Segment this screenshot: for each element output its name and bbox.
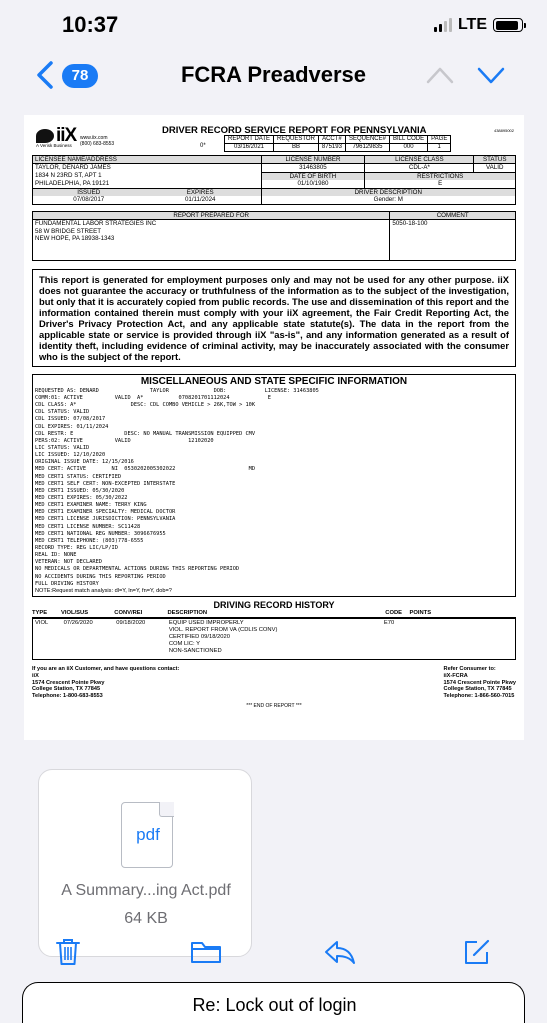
misc-line: LIC STATUS: VALID (35, 445, 90, 451)
misc-line: MED CERT1 SELF CERT: NON-EXCEPTED INTERSTATE (35, 480, 176, 487)
history-desc-line: CERTIFIED 09/18/2020 (168, 634, 230, 641)
header-col-value: 03/16/2021 (225, 144, 274, 152)
contact-section (32, 666, 516, 700)
history-desc-line: EQUIP USED IMPROPERLY (168, 620, 244, 627)
battery-icon (493, 18, 523, 32)
zero-mark: 0* (200, 143, 206, 149)
misc-line: RECORD TYPE: REG LIC/LP/ID (35, 544, 118, 551)
status-time: 10:37 (62, 12, 119, 37)
report-document[interactable] (24, 115, 524, 740)
header-col-value: BB (274, 144, 319, 152)
driving-history-section (32, 600, 516, 661)
misc-line: MED CERT: ACTIVE NI 0530202005302022 MD (35, 466, 256, 473)
page-title: FCRA Preadverse (180, 62, 367, 87)
misc-line: ORIGINAL ISSUE DATE: 12/15/2016 (35, 459, 134, 466)
history-title: DRIVING RECORD HISTORY (213, 599, 335, 610)
misc-line: MED CERT1 STATUS: CERTIFIED (35, 473, 122, 480)
misc-line: VETERAN: NOT DECLARED (35, 559, 102, 566)
contact-line: College Station, TX 77845 (443, 686, 512, 693)
unread-count-badge[interactable]: 78 (62, 64, 98, 88)
contact-line: Telephone: 1-866-560-7015 (443, 693, 515, 700)
contact-line: College Station, TX 77845 (32, 686, 101, 693)
misc-line: NO ACCIDENTS DURING THIS REPORTING PERIOD (35, 573, 166, 580)
prepared-for-table: REPORT PREPARED FOR COMMENT FUNDAMENTAL LABOR STRATEGIES INC 5050-18-100 58 W BRIDGE STREET NEW HOPE, PA 18938-1343 (32, 211, 516, 261)
misc-line: MED CERT1 EXAMINER NAME: TERRY KING (35, 502, 147, 509)
history-description (169, 620, 384, 658)
signal-icon (434, 18, 452, 32)
misc-line: MED CERT1 EXPIRES: 05/30/2022 (35, 494, 128, 501)
misc-line: LIC ISSUED: 12/10/2020 (35, 452, 106, 459)
reply-icon[interactable] (323, 937, 357, 967)
fcra-disclaimer: This report is generated for employment purposes only and may not be used for any other purpose. iiX does not guarantee the accuracy or truthfulness of the information as to the subject of the investigation, but only that it is accurately copied from public records. The use and dissemination of this report and the information contained therein must comply with your iiX agreement, the Fair Credit Reporting Act, the Driver's Privacy Protection Act, and any applicable state statute(s). The data in the report from the applicable state or service is provided through iiX "as-is", and any information generated as a result of identity theft, including evidence of criminal activity, may be inaccurately associated with the consumer who is the subject of the report. (32, 269, 516, 367)
folder-icon[interactable] (189, 937, 223, 967)
contact-line: If you are an iiX Customer, and have questions contact: (32, 666, 180, 673)
header-col-label: REPORT DATE (225, 136, 274, 144)
status-indicators (434, 16, 523, 34)
contact-line: iiX-FCRA (443, 672, 468, 679)
misc-line: PERS:02: ACTIVE VALID 12102020 (35, 437, 214, 444)
misc-line: REAL ID: NONE (35, 552, 77, 559)
logo-subtitle: A Verisk Business (36, 143, 72, 148)
misc-line: CDL EXPIRES: 01/11/2024 (35, 423, 109, 430)
back-chevron-icon[interactable] (34, 60, 56, 90)
pdf-file-icon: pdf (121, 802, 173, 868)
misc-line: COMM:01: ACTIVE VALID A* 0708201701112024 E (35, 395, 271, 402)
history-desc-line: COM LIC: Y (168, 641, 200, 648)
trash-icon[interactable] (53, 937, 83, 967)
misc-line: CDL CLASS: A* DESC: CDL COMBO VEHICLE > 26K,TOW > 10K (35, 402, 256, 409)
history-desc-line: NON-SANCTIONED (168, 648, 222, 655)
contact-line: Refer Consumer to: (443, 666, 496, 673)
iix-logo: iiX (36, 125, 76, 148)
misc-line: MED CERT1 NATIONAL REG NUMBER: 3096676955 (35, 530, 166, 537)
misc-line: NO MEDICALS OR DEPARTMENTAL ACTIONS DURING THIS REPORTING PERIOD (35, 566, 240, 573)
header-col-value: 1 (428, 144, 451, 152)
report-header-table (224, 135, 451, 152)
message-toolbar (0, 922, 547, 982)
contact-line: iiX (32, 672, 39, 679)
misc-line: MED CERT1 ISSUED: 05/30/2020 (35, 487, 125, 494)
misc-line: CDL RESTR: E DESC: NO MANUAL TRANSMISSION EQUIPPED CMV (35, 430, 256, 437)
license-table: LICENSEE NAME/ADDRESS LICENSE NUMBER LICENSE CLASS STATUS TAYLOR, DENARD JAMES 31463805 CDL-A* VALID 1834 N 23RD ST, APT 1 DATE OF BIRTH RESTRICTIONS PHILADELPHIA, PA 19121 01/10/1980 E ISSUED EXPIRES DRIVER DESCRIPTION 07/08/2017 01/11/2024 Gender: M (32, 155, 516, 205)
report-code: 438895002 (493, 128, 514, 133)
end-of-report: *** END OF REPORT *** (246, 702, 302, 709)
match-note: NOTE:Request match analysis: dl=Y, ln=Y, fn=Y, dob=? (35, 587, 172, 594)
misc-line: MED CERT1 LICENSE NUMBER: SC11428 (35, 523, 141, 530)
misc-line: REQUESTED AS: DENARD TAYLOR DOB: LICENSE: 31463805 (35, 387, 319, 394)
history-row: VIOL 07/26/2020 09/18/2020 EQUIP USED IMPROPERLY VIOL. REPORT FROM VA (CDLIS CONV) CERTIFIED 09/18/2020 COM LIC: Y NON-SANCTIONED E70 (32, 618, 516, 660)
network-type: LTE (457, 16, 487, 33)
header-col-label: PAGE (428, 136, 451, 144)
previous-message-icon[interactable] (425, 64, 455, 86)
header-col-value: 875193 (318, 144, 345, 152)
logo-contact: www.iix.com (800) 683-8553 (80, 135, 115, 147)
history-header: TYPE VIOL/SUS CONV/REI DESCRIPTION CODE POINTS (32, 610, 516, 618)
header-col-label: ACCT# (318, 136, 345, 144)
next-message-icon[interactable] (476, 64, 506, 86)
navigation-bar (0, 52, 547, 102)
report-header (32, 123, 516, 153)
draft-sheet[interactable] (22, 982, 525, 1023)
report-title: DRIVER RECORD SERVICE REPORT FOR PENNSYLVANIA (162, 125, 427, 136)
status-bar (0, 0, 547, 48)
header-col-label: REQUESTOR (274, 136, 319, 144)
misc-info-section (32, 374, 516, 597)
attachment-name: A Summary...ing Act.pdf (61, 882, 231, 899)
history-desc-line: VIOL. REPORT FROM VA (CDLIS CONV) (168, 627, 278, 634)
compose-icon[interactable] (461, 937, 491, 967)
contact-line: 1574 Crescent Pointe Pkwy (443, 679, 516, 686)
header-col-value: 796129835 (345, 144, 389, 152)
misc-lines (35, 388, 513, 588)
draft-subject: Re: Lock out of login (192, 995, 357, 1015)
attachment-size: 64 KB (124, 910, 168, 927)
contact-line: Telephone: 1-800-683-8553 (32, 693, 103, 700)
misc-title: MISCELLANEOUS AND STATE SPECIFIC INFORMATION (140, 375, 408, 387)
customer-contact (32, 666, 179, 700)
header-col-label: BILL CODE (389, 136, 427, 144)
misc-line: CDL ISSUED: 07/08/2017 (35, 416, 106, 423)
consumer-contact (444, 666, 516, 700)
misc-line: MED CERT1 EXAMINER SPECIALTY: MEDICAL DOCTOR (35, 509, 176, 516)
misc-line: CDL STATUS: VALID (35, 409, 90, 416)
header-col-value: 000 (389, 144, 427, 152)
misc-line: MED CERT1 TELEPHONE: (803)778-6555 (35, 537, 144, 544)
misc-line: MED CERT1 LICENSE JURISDICTION: PENNSYLVANIA (35, 516, 176, 523)
header-col-label: SEQUENCE# (345, 136, 389, 144)
misc-line: FULL DRIVING HISTORY (35, 580, 99, 587)
contact-line: 1574 Crescent Pointe Pkwy (32, 679, 105, 686)
